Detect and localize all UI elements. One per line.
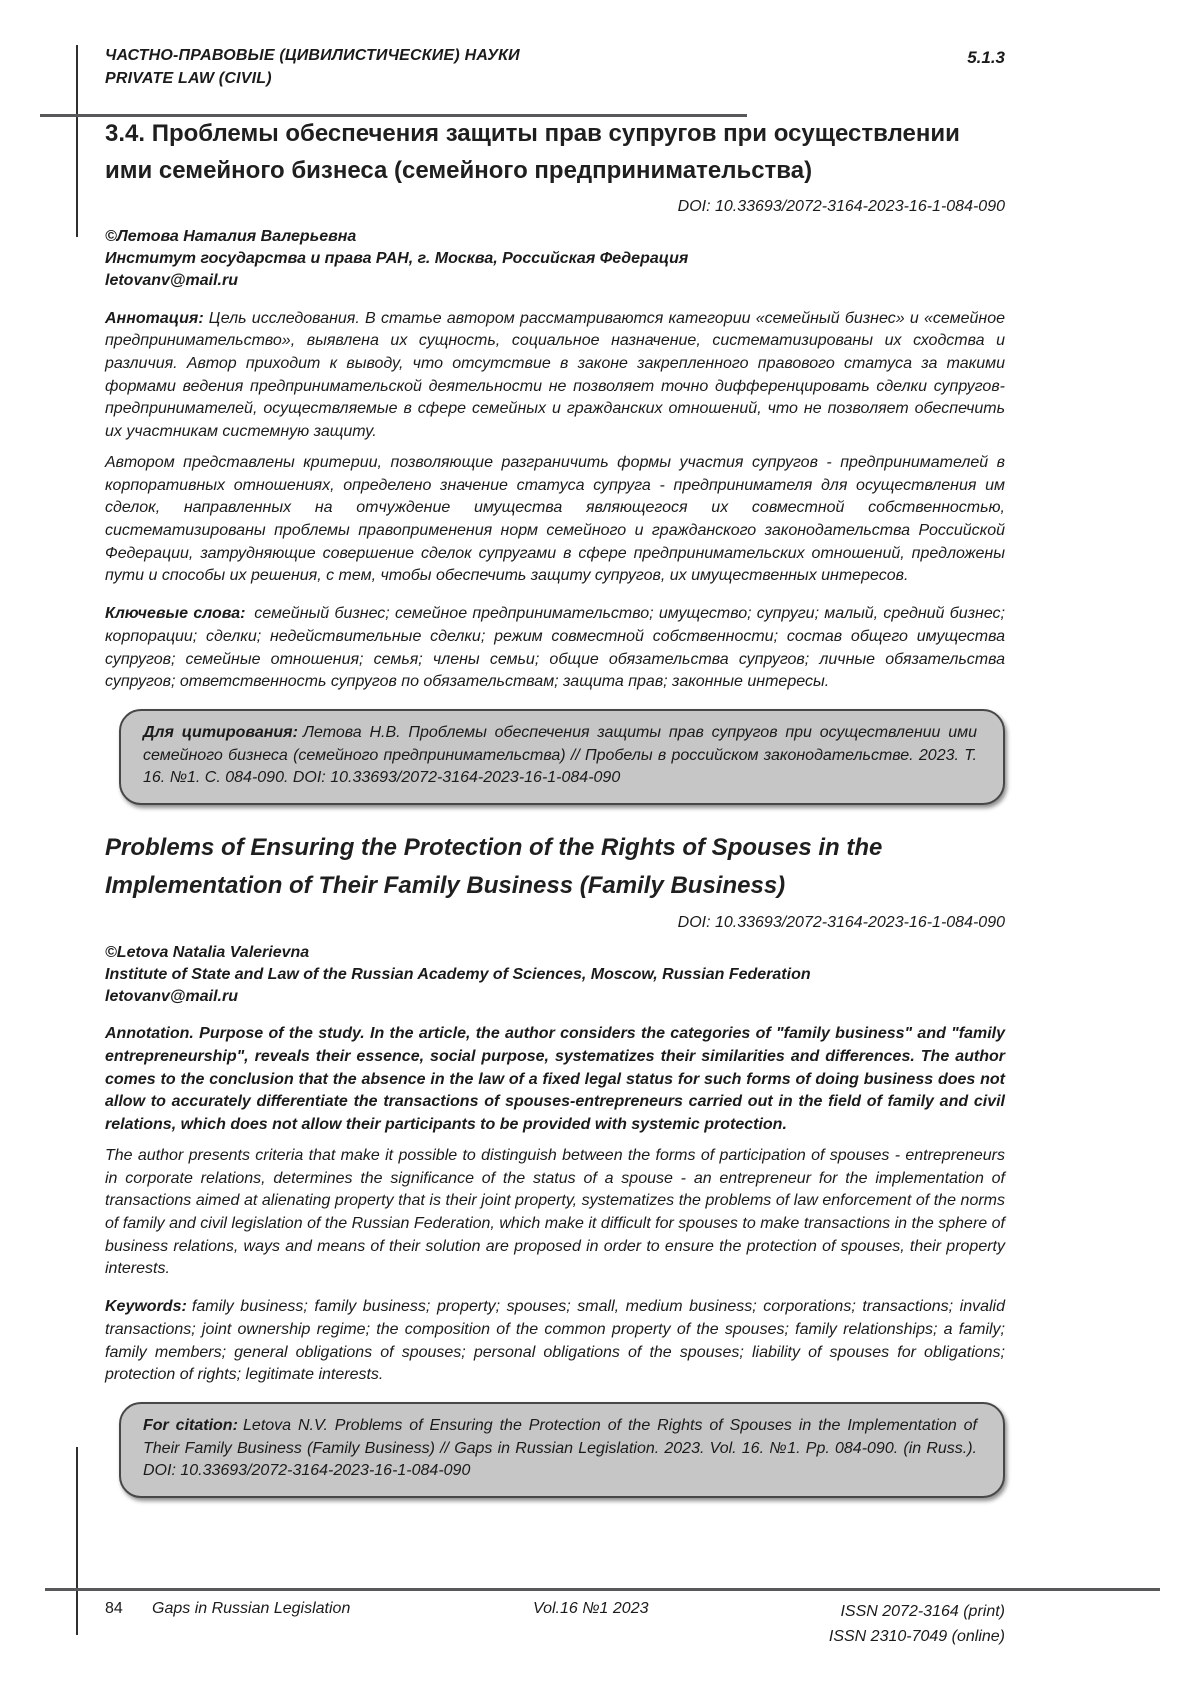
keywords-label-en: Keywords: (105, 1298, 187, 1316)
author-affiliation-ru: Институт государства и права РАН, г. Москва, Российская Федерация (105, 250, 689, 268)
author-name-en: ©Letova Natalia Valerievna (105, 944, 310, 962)
journal-header (105, 44, 1005, 90)
citation-text-ru: Летова Н.В. Проблемы обеспечения защиты прав супругов при осуществлении ими семейного бизнеса (семейного предпринимательства) // Пробелы в российском законодательстве. 2023. Т. 16. №1. С. 084-090. DOI: 10.33693/2072-3164-2023-16-1-084-090 (143, 724, 978, 787)
footer-issn-print: ISSN 2072-3164 (print) (840, 1603, 1005, 1620)
annotation-ru (105, 308, 1005, 444)
keywords-label-ru: Ключевые слова: (105, 605, 246, 623)
author-block-en (105, 942, 1005, 1008)
keywords-text-ru: семейный бизнес; семейное предпринимательство; имущество; супруги; малый, средний бизнес; корпорации; сделки; недействительные сделки; режим совместной собственности; состав общего имущества супругов; семейные отношения; семья; члены семьи; общие обязательства супругов; личные обязательства супругов; ответственность супругов по обязательствам; защита прав; законные интересы. (105, 605, 1005, 691)
section-title-ru: ЧАСТНО-ПРАВОВЫЕ (ЦИВИЛИСТИЧЕСКИЕ) НАУКИ (105, 47, 520, 64)
left-margin-line-top (76, 45, 78, 237)
section-heading (105, 44, 520, 90)
citation-label-ru: Для цитирования: (143, 724, 298, 742)
annotation-en: Annotation. Purpose of the study. In the article, the author considers the categories of "family business" and "family entrepreneurship", reveals their essence, social purpose, systematizes their similarities and differences. The author comes to the conclusion that the absence in the law of a fixed legal status for such forms of doing business does not allow to accurately differentiate the transactions of spouses-entrepreneurs carried out in the field of family and civil relations, which does not allow their participants to be provided with systemic protection. (105, 1025, 1005, 1134)
section-code: 5.1.3 (967, 48, 1005, 67)
citation-en (143, 1415, 977, 1483)
author-email-en: letovanv@mail.ru (105, 988, 238, 1006)
annotation-text-ru: Цель исследования. В статье автором рассматриваются категории «семейный бизнес» и «семейное предпринимательство», выявлена их сущность, социальное назначение, систематизированы их сходства и различия. Автор приходит к выводу, что отсутствие в законе закрепленного правового статуса за такими формами ведения предпринимательской деятельности не позволяет точно дифференцировать сделки супругов- предпринимателей, осуществляемые в сфере семейных и гражданских отношений, что не позволяет обеспечить их участникам системную защиту. (105, 309, 1005, 441)
keywords-en (105, 1296, 1005, 1387)
citation-label-en: For citation: (143, 1417, 238, 1435)
citation-box-ru (119, 709, 1005, 805)
annotation-label-ru: Аннотация: (105, 309, 204, 327)
footer-issn-online: ISSN 2310-7049 (online) (828, 1627, 1005, 1645)
footer-issn-block (829, 1600, 1005, 1650)
author-name-ru: ©Летова Наталия Валерьевна (105, 228, 357, 246)
article-title-ru: 3.4. Проблемы обеспечения защиты прав супругов при осуществлении ими семейного бизнеса (семейного предпринимательства) (105, 120, 960, 184)
citation-ru (143, 722, 977, 790)
doi-ru: DOI: 10.33693/2072-3164-2023-16-1-084-090 (677, 198, 1005, 216)
left-margin-line-bottom (76, 1447, 78, 1635)
keywords-ru (105, 603, 1005, 694)
section-title-en: PRIVATE LAW (CIVIL) (105, 70, 272, 88)
keywords-text-en: family business; family business; property; spouses; small, medium business; corporations; transactions; invalid transactions; joint ownership regime; the composition of the common property of the spouses; family relationships; a family; family members; general obligations of spouses; personal obligations of the spouses; liability of spouses for obligations; protection of rights; legitimate interests. (105, 1298, 1005, 1384)
author-affiliation-en: Institute of State and Law of the Russian Academy of Sciences, Moscow, Russian Federation (105, 966, 811, 984)
annotation-en-p2: The author presents criteria that make it possible to distinguish between the forms of participation of spouses - entrepreneurs in corporate relations, determines the significance of the status of a spouse - an entrepreneur for the implementation of transactions aimed at alienating property that is their joint property, systematizes the problems of law enforcement of the norms of family and civil legislation of the Russian Federation, which make it difficult for spouses to make transactions in the sphere of business relations, ways and means of their solution are proposed in order to ensure the protection of spouses, their property interests. (105, 1146, 1005, 1278)
author-email-ru: letovanv@mail.ru (105, 272, 238, 290)
citation-box-en (119, 1402, 1005, 1498)
doi-en: DOI: 10.33693/2072-3164-2023-16-1-084-090 (677, 914, 1005, 932)
citation-text-en: Letova N.V. Problems of Ensuring the Protection of the Rights of Spouses in the Implementation of Their Family Business (Family Business) // Gaps in Russian Legislation. 2023. Vol. 16. №1. Pp. 084-090. (in Russ.). DOI: 10.33693/2072-3164-2023-16-1-084-090 (143, 1417, 977, 1480)
annotation-ru-p2: Автором представлены критерии, позволяющие разграничить формы участия супругов - предпринимателей в корпоративных отношениях, определено значение статуса супруга - предпринимателя для осуществления им сделок, направленных на отчуждение имущества являющегося их совместной собственностью, систематизированы проблемы правоприменения норм семейного и гражданского законодательства Российской Федерации, затрудняющие совершение сделок супругами в сфере предпринимательских отношений, предложены пути и способы их решения, с тем, чтобы обеспечить защиту супругов, их имущественных интересов. (105, 453, 1005, 585)
footer-divider (45, 1588, 1160, 1591)
author-block-ru (105, 226, 1005, 292)
footer-journal-name: Gaps in Russian Legislation (152, 1600, 351, 1617)
footer-volume-issue: Vol.16 №1 2023 (533, 1600, 649, 1617)
footer-page-number: 84 (105, 1600, 123, 1617)
article-title-en: Problems of Ensuring the Protection of the Rights of Spouses in the Implementation of Their Family Business (Family Business) (105, 834, 883, 900)
article-content (105, 44, 1005, 1498)
